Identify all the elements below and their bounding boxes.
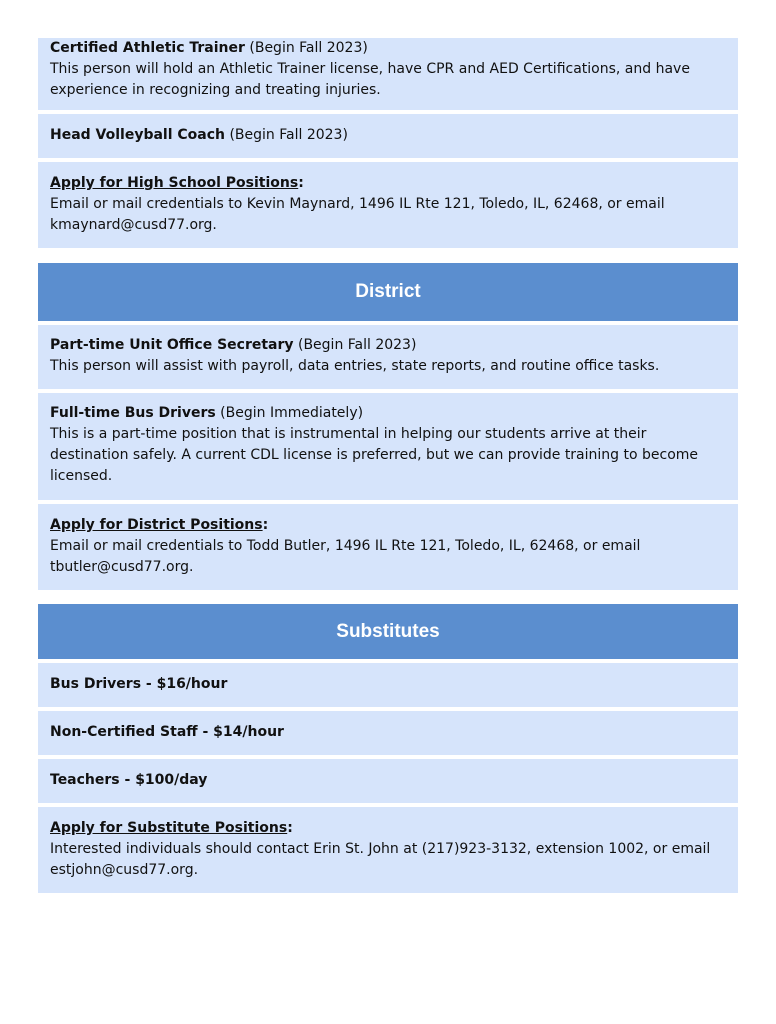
section-title: District: [355, 281, 421, 302]
apply-heading-colon: :: [262, 517, 269, 533]
apply-heading-colon: :: [298, 175, 304, 191]
apply-heading: [50, 173, 726, 194]
apply-heading-label: Apply for Substitute Positions: [50, 820, 288, 836]
apply-heading: [50, 515, 726, 536]
job-description: This person will assist with payroll, data entries, state reports, and routine office tasks.: [50, 358, 660, 374]
job-description: This is a part-time position that is instrumental in helping our students arrive at their destination safely. A current CDL license is preferred, but we can provide training to become licensed.: [50, 426, 699, 484]
apply-card-district: [38, 504, 738, 590]
job-start-note: (Begin Fall 2023): [293, 337, 417, 353]
sub-rate-non-certified-staff: [38, 711, 738, 755]
job-description: This person will hold an Athletic Trainer license, have CPR and AED Certifications, and have experience in recognizing and treating injuries.: [50, 61, 690, 98]
apply-heading-label: Apply for District Positions: [50, 517, 263, 533]
apply-instructions: Email or mail credentials to Todd Butler, 1496 IL Rte 121, Toledo, IL, 62468, or email tbutler@cusd77.org.: [50, 538, 641, 575]
sub-rate-bus-drivers: [38, 663, 738, 707]
apply-instructions: Email or mail credentials to Kevin Maynard, 1496 IL Rte 121, Toledo, IL, 62468, or email kmaynard@cusd77.org.: [50, 196, 665, 233]
job-start-note: (Begin Fall 2023): [225, 127, 348, 143]
job-title: Head Volleyball Coach: [50, 127, 226, 143]
apply-instructions: Interested individuals should contact Erin St. John at (217)923-3132, extension 1002, or email estjohn@cusd77.org.: [50, 841, 711, 878]
job-card-athletic-trainer: [38, 38, 738, 110]
apply-card-high-school: [38, 162, 738, 248]
job-start-note: (Begin Immediately): [215, 405, 364, 421]
sub-rate-label: Teachers - $100/day: [50, 772, 208, 788]
sub-rate-label: Non-Certified Staff - $14/hour: [50, 724, 284, 740]
job-start-note: (Begin Fall 2023): [244, 40, 368, 56]
apply-heading-label: Apply for High School Positions: [50, 175, 299, 191]
section-title: Substitutes: [336, 621, 440, 642]
sub-rate-teachers: [38, 759, 738, 803]
job-card-volleyball-coach: [38, 114, 738, 158]
section-header-substitutes: [38, 604, 738, 659]
job-title: Part-time Unit Office Secretary: [50, 337, 294, 353]
job-title: Certified Athletic Trainer: [50, 40, 245, 56]
job-title: Full-time Bus Drivers: [50, 405, 216, 421]
job-card-unit-office-secretary: [38, 325, 738, 389]
job-card-bus-drivers: [38, 393, 738, 500]
apply-card-substitutes: [38, 807, 738, 893]
job-title-line: [50, 403, 726, 424]
apply-heading-colon: :: [287, 820, 293, 836]
job-postings-page: [38, 38, 738, 893]
apply-heading: [50, 818, 726, 839]
section-header-district: [38, 263, 738, 321]
job-title-line: [50, 38, 726, 59]
job-title-line: [50, 335, 726, 356]
sub-rate-label: Bus Drivers - $16/hour: [50, 676, 228, 692]
